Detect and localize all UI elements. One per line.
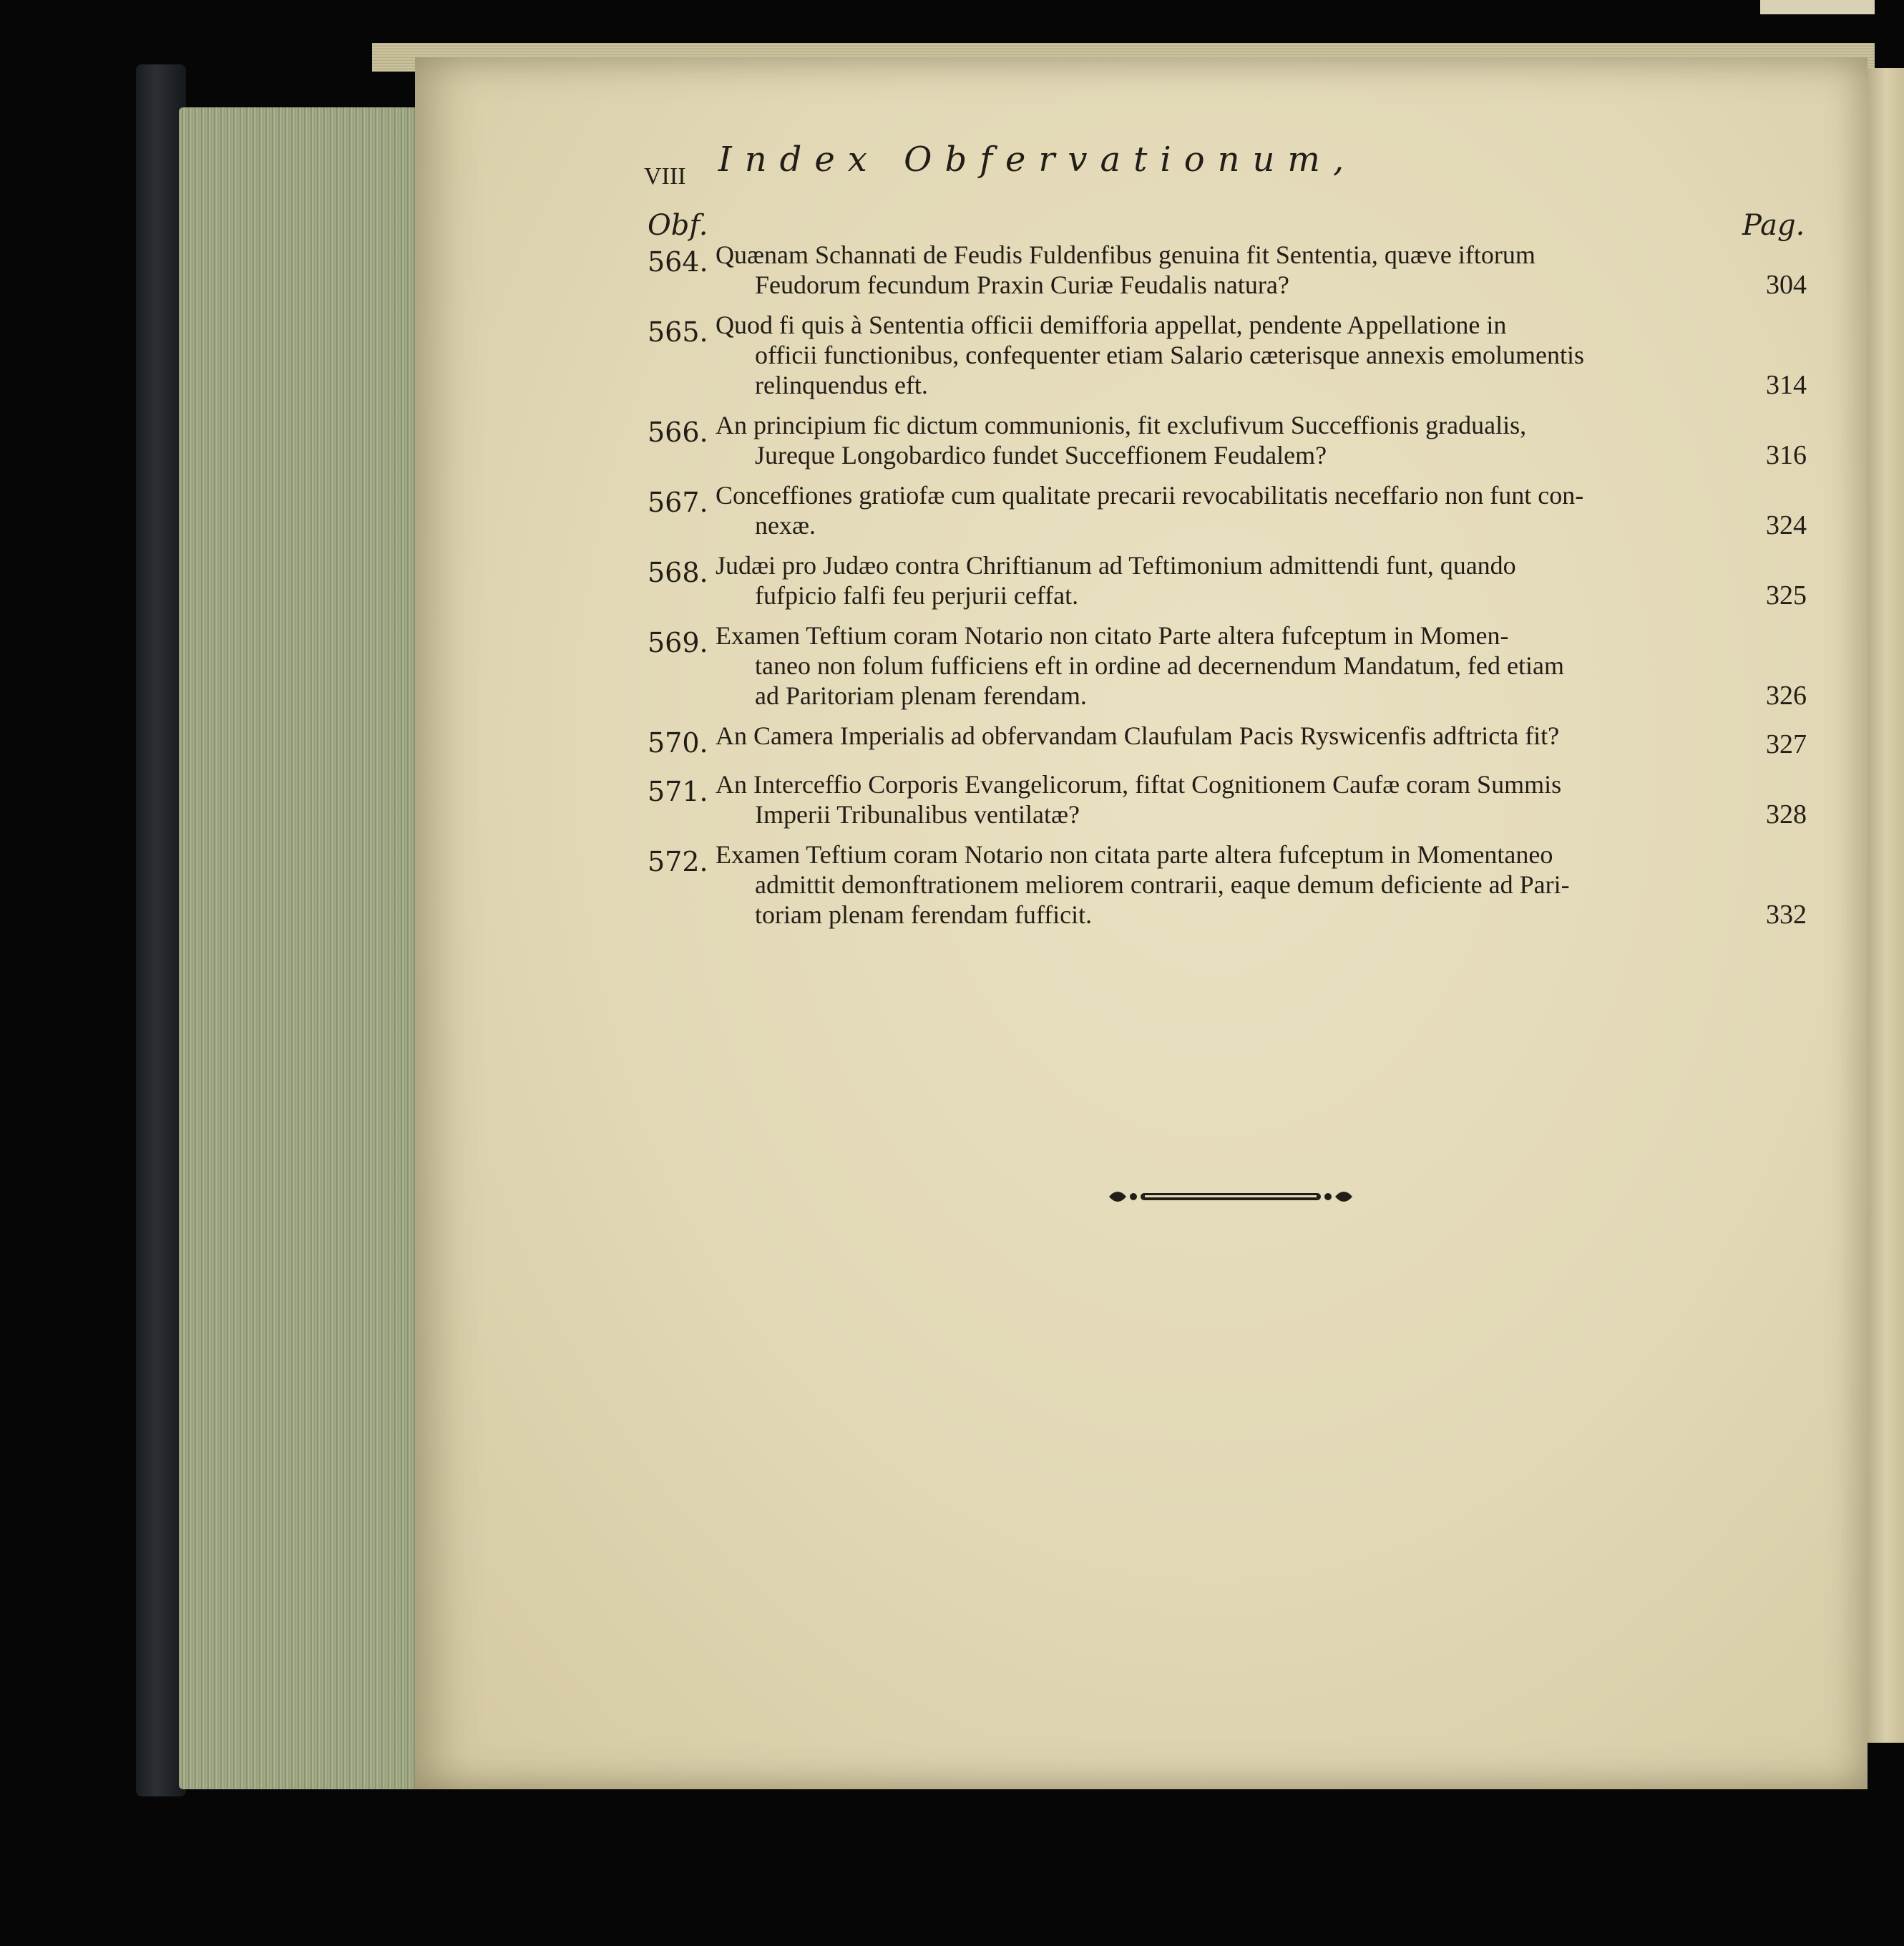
page-edge-stack <box>179 107 415 1789</box>
entry-line: Quænam Schannati de Feudis Fuldenfibus genuina fit Sententia, quæve iftorum <box>716 240 1536 269</box>
entry-line: nexæ. <box>755 511 816 540</box>
entry-line: taneo non folum fufficiens eft in ordine ad decernendum Mandatum, fed etiam <box>755 651 1564 680</box>
page-numeral: VIII <box>644 163 686 190</box>
index-entry <box>648 550 1807 610</box>
entry-line: admittit demonftrationem meliorem contrarii, eaque demum deficiente ad Pari- <box>755 870 1570 899</box>
entry-text <box>716 721 1807 751</box>
entry-number: 569. <box>648 627 708 658</box>
entry-page: 324 <box>1766 510 1807 540</box>
column-label-pag: Pag. <box>1742 209 1805 242</box>
entry-line: An Interceffio Corporis Evangelicorum, fiftat Cognitionem Caufæ coram Summis <box>716 770 1562 799</box>
entry-text <box>716 621 1807 711</box>
entry-line: officii functionibus, confequenter etiam Salario cæterisque annexis emolumentis <box>755 341 1585 369</box>
ornamental-rule <box>1102 1182 1359 1211</box>
index-entry <box>648 840 1807 930</box>
index-entry <box>648 721 1807 759</box>
entry-text <box>716 410 1807 470</box>
entry-line: Quod fi quis à Sententia officii demifforia appellat, pendente Appellatione in <box>716 311 1507 339</box>
column-label-obs: Obf. <box>648 209 708 242</box>
entry-page: 314 <box>1766 370 1807 400</box>
entry-number: 567. <box>648 487 708 518</box>
entry-line: An principium fic dictum communionis, fit exclufivum Succeffionis gradualis, <box>716 411 1527 439</box>
entry-line: Examen Teftium coram Notario non citata parte altera fufceptum in Momentaneo <box>716 840 1553 869</box>
entry-line: Feudorum fecundum Praxin Curiæ Feudalis natura? <box>755 271 1289 299</box>
entry-page: 328 <box>1766 799 1807 830</box>
entry-text <box>716 550 1807 610</box>
entry-line: Examen Teftium coram Notario non citato Parte altera fufceptum in Momen- <box>716 621 1509 650</box>
entry-number: 566. <box>648 417 708 448</box>
running-title: Index Obfervationum, <box>718 140 1357 180</box>
entry-page: 316 <box>1766 440 1807 470</box>
entry-line: relinquendus eft. <box>755 371 928 399</box>
entry-line: Judæi pro Judæo contra Chriftianum ad Teftimonium admittendi funt, quando <box>716 551 1516 580</box>
entry-line: fufpicio falfi feu perjurii ceffat. <box>755 581 1079 610</box>
entry-number: 572. <box>648 846 708 877</box>
entry-line: Imperii Tribunalibus ventilatæ? <box>755 800 1080 829</box>
facing-page-edge <box>1868 68 1904 1743</box>
entry-number: 571. <box>648 776 708 807</box>
index-entry <box>648 410 1807 470</box>
entry-line: Conceffiones gratiofæ cum qualitate precarii revocabilitatis neceffario non funt con- <box>716 481 1584 510</box>
entry-text <box>716 840 1807 930</box>
index-entries <box>648 240 1807 940</box>
index-entry <box>648 769 1807 830</box>
entry-number: 564. <box>648 246 708 278</box>
entry-text <box>716 310 1807 400</box>
entry-text <box>716 480 1807 540</box>
entry-number: 568. <box>648 557 708 588</box>
index-entry <box>648 310 1807 400</box>
entry-page: 326 <box>1766 681 1807 711</box>
entry-text <box>716 240 1807 300</box>
index-entry <box>648 621 1807 711</box>
entry-line: An Camera Imperialis ad obfervandam Claufulam Pacis Ryswicenfis adftricta fit? <box>716 721 1560 750</box>
index-entry <box>648 240 1807 300</box>
entry-text <box>716 769 1807 830</box>
entry-line: toriam plenam ferendam fufficit. <box>755 900 1093 929</box>
entry-line: Jureque Longobardico fundet Succeffionem Feudalem? <box>755 441 1327 470</box>
entry-page: 304 <box>1766 270 1807 300</box>
entry-page: 327 <box>1766 729 1807 759</box>
entry-number: 570. <box>648 727 708 759</box>
index-entry <box>648 480 1807 540</box>
entry-line: ad Paritoriam plenam ferendam. <box>755 681 1087 710</box>
scan-border-strip <box>1760 0 1875 14</box>
entry-page: 325 <box>1766 580 1807 610</box>
entry-page: 332 <box>1766 900 1807 930</box>
entry-number: 565. <box>648 316 708 348</box>
